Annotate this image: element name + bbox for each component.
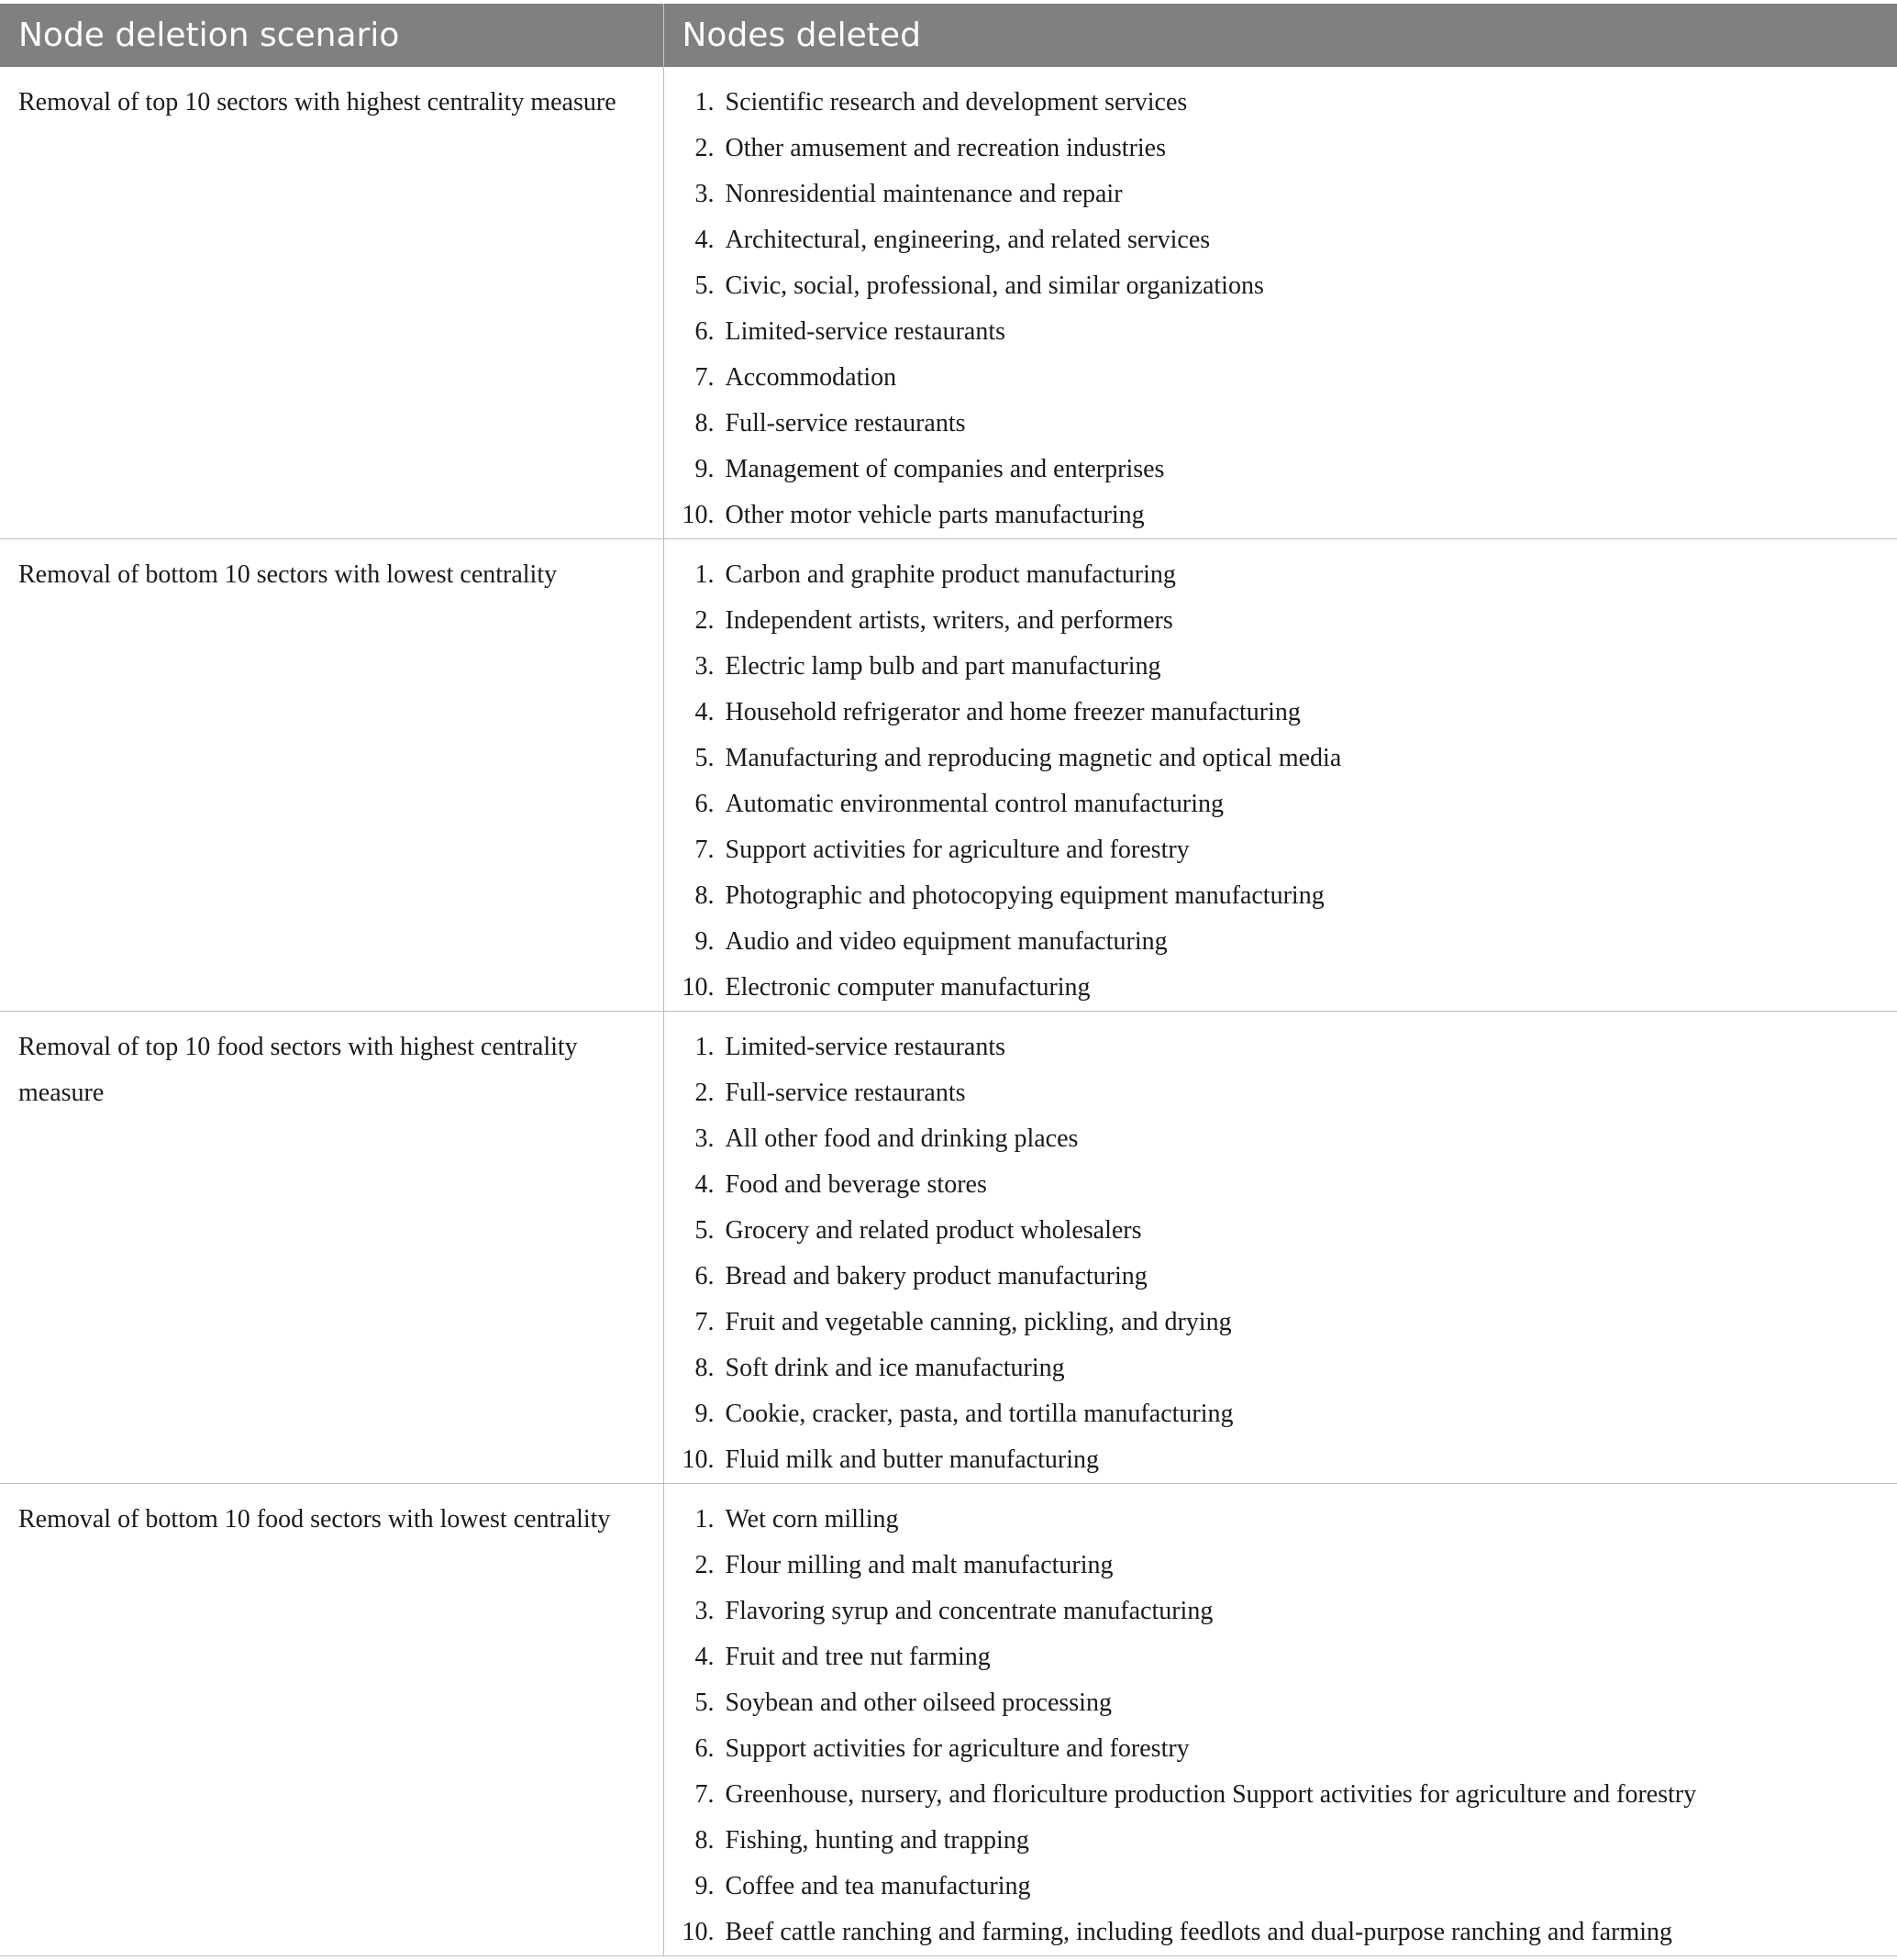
list-item	[664, 1818, 1897, 1864]
list-item-text: Audio and video equipment manufacturing	[725, 927, 1168, 956]
list-item	[664, 309, 1897, 355]
list-item-text: Civic, social, professional, and similar organizations	[725, 271, 1264, 300]
list-item-number: 1.	[694, 88, 715, 116]
list-item-number: 3.	[694, 180, 715, 208]
list-item	[664, 781, 1897, 827]
list-item	[664, 1391, 1897, 1437]
scenario-cell: Removal of top 10 food sectors with highest centrality measure	[0, 1012, 663, 1484]
list-item-number: 3.	[694, 652, 715, 681]
header-node-deletion-scenario: Node deletion scenario	[0, 4, 663, 67]
list-item-text: Soybean and other oilseed processing	[725, 1689, 1112, 1717]
list-item	[664, 1543, 1897, 1589]
nodes-deleted-cell	[663, 1012, 1897, 1484]
list-item	[664, 1300, 1897, 1345]
list-item-text: Fishing, hunting and trapping	[725, 1826, 1029, 1855]
list-item-text: Automatic environmental control manufacturing	[725, 790, 1224, 818]
nodes-deleted-list	[664, 552, 1897, 1011]
list-item-text: Support activities for agriculture and forestry	[725, 836, 1190, 864]
list-item-number: 5.	[694, 271, 715, 300]
scenario-cell: Removal of bottom 10 sectors with lowest centrality	[0, 539, 663, 1012]
list-item-number: 1.	[694, 1505, 715, 1534]
list-item-number: 1.	[694, 1033, 715, 1061]
list-item-number: 5.	[694, 744, 715, 772]
list-item-number: 8.	[694, 881, 715, 910]
list-item-text: Limited-service restaurants	[725, 1033, 1006, 1061]
list-item-number: 2.	[694, 1079, 715, 1107]
list-item-text: Household refrigerator and home freezer manufacturing	[725, 698, 1301, 726]
list-item-text: Accommodation	[725, 363, 897, 392]
list-item-number: 9.	[694, 1872, 715, 1900]
list-item	[664, 355, 1897, 401]
list-item-text: Flavoring syrup and concentrate manufacturing	[725, 1597, 1214, 1625]
list-item	[664, 1162, 1897, 1208]
list-item-number: 4.	[694, 698, 715, 726]
list-item-text: Wet corn milling	[725, 1505, 899, 1534]
list-item	[664, 447, 1897, 493]
list-item-number: 9.	[694, 455, 715, 483]
list-item-number: 8.	[694, 1354, 715, 1382]
list-item-text: Soft drink and ice manufacturing	[725, 1354, 1065, 1382]
list-item	[664, 1070, 1897, 1116]
list-item-number: 2.	[694, 606, 715, 635]
nodes-deleted-list	[664, 1497, 1897, 1955]
list-item-text: Carbon and graphite product manufacturing	[725, 560, 1176, 589]
list-item-number: 1.	[694, 560, 715, 589]
list-item	[664, 1726, 1897, 1772]
list-item	[664, 598, 1897, 644]
list-item-number: 10.	[682, 973, 715, 1002]
list-item-text: Full-service restaurants	[725, 1079, 966, 1107]
list-item	[664, 919, 1897, 965]
list-item-text: Architectural, engineering, and related services	[725, 226, 1211, 254]
list-item-number: 4.	[694, 1643, 715, 1671]
list-item-text: Fluid milk and butter manufacturing	[725, 1445, 1099, 1474]
list-item-text: Greenhouse, nursery, and floriculture production Support activities for agriculture and forestry	[725, 1780, 1697, 1809]
list-item	[664, 1345, 1897, 1391]
list-item-text: Management of companies and enterprises	[725, 455, 1165, 483]
list-item	[664, 172, 1897, 217]
list-item-text: Limited-service restaurants	[725, 317, 1006, 346]
scenario-cell: Removal of bottom 10 food sectors with lowest centrality	[0, 1484, 663, 1956]
list-item	[664, 1634, 1897, 1680]
node-deletion-table-container	[0, 4, 1897, 1956]
list-item-number: 10.	[682, 1445, 715, 1474]
list-item-text: Independent artists, writers, and performers	[725, 606, 1173, 635]
list-item-number: 10.	[682, 1918, 715, 1946]
list-item-number: 2.	[694, 1551, 715, 1579]
list-item	[664, 1437, 1897, 1483]
nodes-deleted-list	[664, 1024, 1897, 1483]
list-item-number: 3.	[694, 1597, 715, 1625]
list-item-number: 6.	[694, 1734, 715, 1763]
list-item-text: Electric lamp bulb and part manufacturing	[725, 652, 1161, 681]
list-item-text: Electronic computer manufacturing	[725, 973, 1091, 1002]
list-item-text: Bread and bakery product manufacturing	[725, 1262, 1148, 1290]
list-item-number: 7.	[694, 1308, 715, 1336]
list-item-text: Nonresidential maintenance and repair	[725, 180, 1123, 208]
list-item-text: Full-service restaurants	[725, 409, 966, 437]
list-item	[664, 1024, 1897, 1070]
list-item-number: 7.	[694, 1780, 715, 1809]
list-item-text: Fruit and vegetable canning, pickling, and drying	[725, 1308, 1232, 1336]
list-item	[664, 401, 1897, 447]
list-item	[664, 1208, 1897, 1254]
list-item-text: Photographic and photocopying equipment manufacturing	[725, 881, 1325, 910]
list-item-number: 10.	[682, 501, 715, 529]
list-item	[664, 80, 1897, 126]
list-item-text: Food and beverage stores	[725, 1170, 987, 1199]
list-item	[664, 263, 1897, 309]
list-item-number: 5.	[694, 1216, 715, 1245]
list-item	[664, 965, 1897, 1011]
list-item-text: Support activities for agriculture and forestry	[725, 1734, 1190, 1763]
list-item-number: 8.	[694, 1826, 715, 1855]
nodes-deleted-list	[664, 80, 1897, 538]
list-item	[664, 1254, 1897, 1300]
list-item-number: 8.	[694, 409, 715, 437]
list-item-number: 5.	[694, 1689, 715, 1717]
scenario-cell: Removal of top 10 sectors with highest centrality measure	[0, 67, 663, 539]
list-item	[664, 1497, 1897, 1543]
list-item-number: 2.	[694, 134, 715, 162]
list-item	[664, 644, 1897, 690]
list-item	[664, 873, 1897, 919]
list-item-text: Coffee and tea manufacturing	[725, 1872, 1031, 1900]
nodes-deleted-cell	[663, 67, 1897, 539]
list-item-number: 9.	[694, 1400, 715, 1428]
list-item	[664, 552, 1897, 598]
list-item-number: 4.	[694, 1170, 715, 1199]
list-item	[664, 1116, 1897, 1162]
list-item-number: 7.	[694, 836, 715, 864]
list-item-text: Manufacturing and reproducing magnetic and optical media	[725, 744, 1342, 772]
list-item	[664, 1772, 1897, 1818]
list-item-number: 4.	[694, 226, 715, 254]
list-item	[664, 690, 1897, 736]
table-body	[0, 67, 1897, 1956]
list-item-text: Other motor vehicle parts manufacturing	[725, 501, 1145, 529]
list-item-text: Cookie, cracker, pasta, and tortilla manufacturing	[725, 1400, 1234, 1428]
nodes-deleted-cell	[663, 1484, 1897, 1956]
list-item-text: Grocery and related product wholesalers	[725, 1216, 1142, 1245]
list-item-text: All other food and drinking places	[725, 1124, 1079, 1153]
list-item	[664, 1910, 1897, 1955]
list-item	[664, 493, 1897, 538]
node-deletion-table	[0, 4, 1897, 1956]
list-item-number: 7.	[694, 363, 715, 392]
table-row	[0, 1484, 1897, 1956]
list-item	[664, 1589, 1897, 1634]
header-nodes-deleted: Nodes deleted	[663, 4, 1897, 67]
table-header-row	[0, 4, 1897, 67]
list-item	[664, 736, 1897, 781]
list-item-number: 6.	[694, 317, 715, 346]
list-item-text: Beef cattle ranching and farming, including feedlots and dual-purpose ranching and farming	[725, 1918, 1673, 1946]
list-item-text: Other amusement and recreation industries	[725, 134, 1166, 162]
table-row	[0, 67, 1897, 539]
list-item-text: Scientific research and development services	[725, 88, 1188, 116]
nodes-deleted-cell	[663, 539, 1897, 1012]
list-item-text: Flour milling and malt manufacturing	[725, 1551, 1114, 1579]
list-item-number: 3.	[694, 1124, 715, 1153]
list-item-number: 6.	[694, 790, 715, 818]
list-item	[664, 1680, 1897, 1726]
list-item	[664, 1864, 1897, 1910]
list-item	[664, 217, 1897, 263]
list-item-number: 9.	[694, 927, 715, 956]
table-row	[0, 1012, 1897, 1484]
table-row	[0, 539, 1897, 1012]
list-item	[664, 827, 1897, 873]
list-item-number: 6.	[694, 1262, 715, 1290]
list-item-text: Fruit and tree nut farming	[725, 1643, 991, 1671]
list-item	[664, 126, 1897, 172]
